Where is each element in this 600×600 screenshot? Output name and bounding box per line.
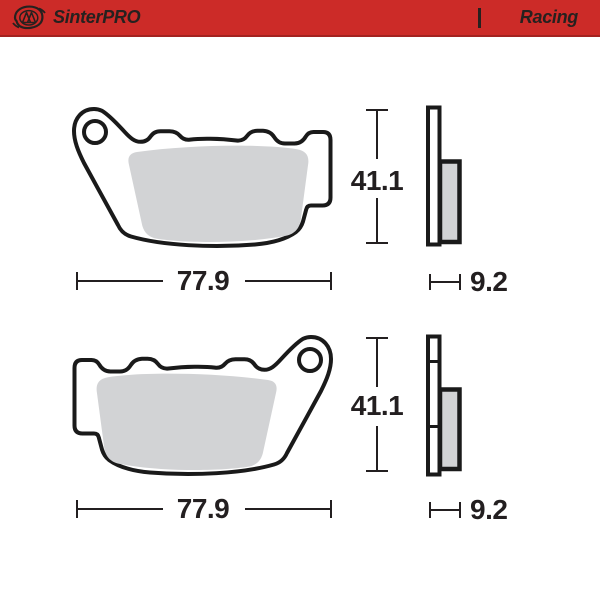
upper-dimension-thickness bbox=[430, 266, 507, 297]
upper-width-value: 77.9 bbox=[176, 265, 230, 296]
lower-pad-front-view bbox=[75, 337, 332, 474]
upper-dimension-width bbox=[77, 265, 331, 296]
lower-pad-side-view bbox=[428, 337, 460, 475]
lower-height-value: 41.1 bbox=[350, 390, 404, 421]
racing-label: Racing bbox=[519, 7, 578, 27]
upper-dimension-height bbox=[351, 110, 404, 243]
upper-thickness-value: 9.2 bbox=[470, 266, 508, 297]
lower-dimension-thickness bbox=[430, 494, 507, 525]
lower-thickness-value: 9.2 bbox=[470, 494, 508, 525]
lower-dimension-width bbox=[77, 493, 331, 524]
moto-master-logo-icon bbox=[12, 2, 46, 34]
header-divider bbox=[478, 8, 481, 28]
lower-dimension-height bbox=[351, 338, 404, 471]
upper-height-value: 41.1 bbox=[350, 165, 404, 196]
upper-pad-front-view bbox=[74, 109, 331, 246]
lower-width-value: 77.9 bbox=[176, 493, 230, 524]
upper-pad-side-view bbox=[428, 108, 460, 245]
sinterpro-label: SinterPRO bbox=[53, 7, 141, 27]
brand-banner bbox=[0, 0, 600, 37]
